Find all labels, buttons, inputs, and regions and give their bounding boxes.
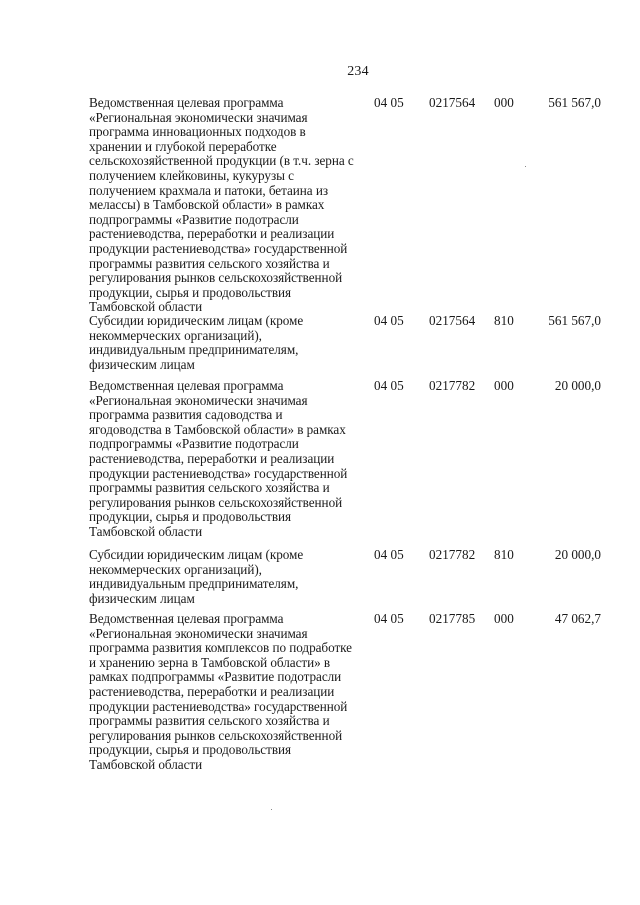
row-expense-type: 000: [494, 95, 514, 110]
row-amount: 561 567,0: [548, 95, 601, 110]
row-description: Субсидии юридическим лицам (кроме некоммерческих организаций), индивидуальным предпринимателям, физическим лицам: [89, 313, 304, 372]
row-section-code: 04 05: [374, 95, 404, 110]
scan-speck: [271, 809, 272, 810]
row-target-article: 0217785: [429, 611, 476, 626]
row-target-article: 0217564: [429, 313, 476, 328]
page-number: 234: [347, 64, 369, 79]
row-expense-type: 810: [494, 547, 514, 562]
row-expense-type: 000: [494, 611, 514, 626]
row-description: Субсидии юридическим лицам (кроме некоммерческих организаций), индивидуальным предпринимателям, физическим лицам: [89, 547, 304, 606]
row-target-article: 0217782: [429, 547, 476, 562]
row-expense-type: 000: [494, 378, 514, 393]
row-description: Ведомственная целевая программа «Региональная экономически значимая программа развития комплексов по подработке и хранению зерна в Тамбовской области» в рамках подпрограммы «Развитие подотрасли растениеводства, переработки и реализации продукции растениеводства» государственной программы развития сельского хозяйства и регулирования рынков сельскохозяйственной продукции, сырья и продовольствия Тамбовской области: [89, 611, 352, 772]
table-row: [89, 95, 601, 315]
row-section-code: 04 05: [374, 547, 404, 562]
row-amount: 47 062,7: [554, 611, 601, 626]
table-row: [89, 548, 601, 609]
budget-table: [89, 96, 601, 795]
row-target-article: 0217782: [429, 378, 476, 393]
row-description: Ведомственная целевая программа «Региональная экономически значимая программа развития садоводства и ягодоводства в Тамбовской области» в рамках подпрограммы «Развитие подотрасли растениеводства, переработки и реализации продукции растениеводства» государственной программы развития сельского хозяйства и регулирования рынков сельскохозяйственной продукции, сырья и продовольствия Тамбовской области: [89, 378, 348, 539]
row-section-code: 04 05: [374, 378, 404, 393]
table-row: [89, 379, 601, 545]
row-description: Ведомственная целевая программа «Региональная экономически значимая программа инновационных подходов в хранении и глубокой переработке сельскохозяйственной продукции (в т.ч. зерна с получением клейковины, кукурузы с получением крахмала и патоки, бетаина из мелассы) в Тамбовской области» в рамках подпрограммы «Развитие подотрасли растениеводства, переработки и реализации продукции растениеводства» государственной программы развития сельского хозяйства и регулирования рынков сельскохозяйственной продукции, сырья и продовольствия Тамбовской области: [89, 95, 354, 315]
row-amount: 20 000,0: [554, 547, 601, 562]
table-row: [89, 612, 601, 792]
row-section-code: 04 05: [374, 313, 404, 328]
row-expense-type: 810: [494, 313, 514, 328]
row-target-article: 0217564: [429, 95, 476, 110]
scan-speck: [525, 166, 526, 167]
row-section-code: 04 05: [374, 611, 404, 626]
row-amount: 20 000,0: [554, 378, 601, 393]
row-amount: 561 567,0: [548, 313, 601, 328]
table-row: [89, 314, 601, 376]
